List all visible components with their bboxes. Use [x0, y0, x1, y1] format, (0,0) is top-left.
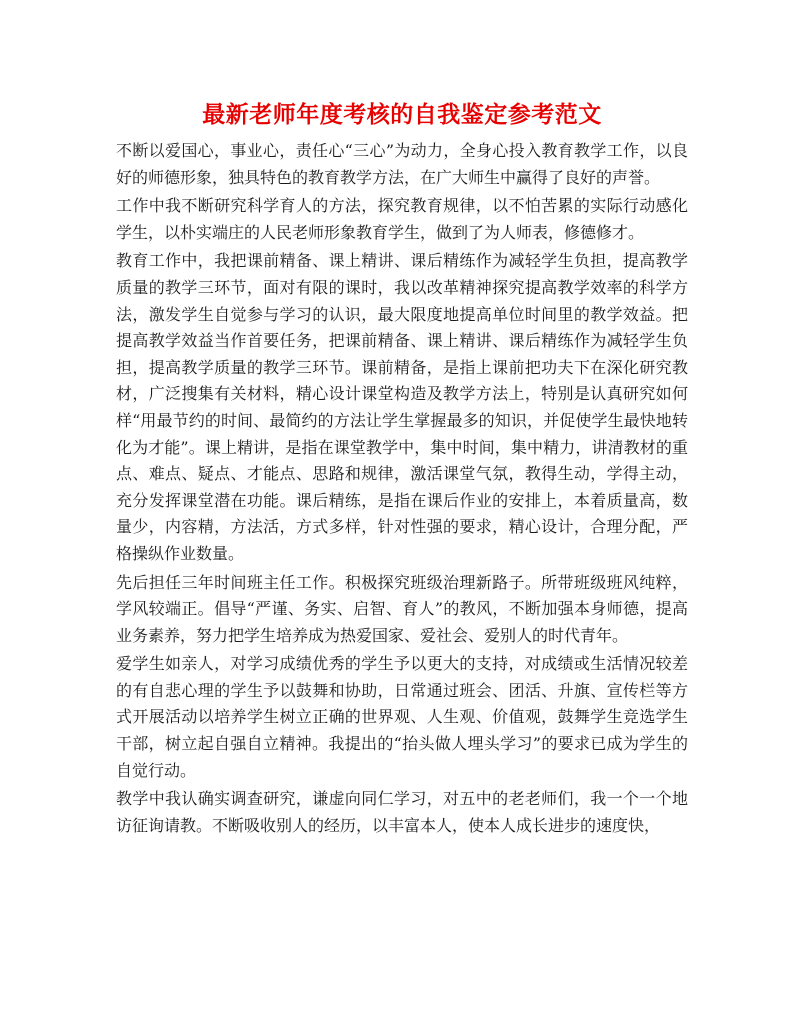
paragraph-1: 不断以爱国心，事业心，责任心“三心”为动力，全身心投入教育教学工作，以良好的师德形象，独具特色的教育教学方法，在广大师生中赢得了良好的声誉。: [116, 141, 688, 187]
document-page: [116, 98, 688, 839]
paragraph-6: 教学中我认确实调查研究，谦虚向同仁学习，对五中的老老师们，我一个一个地访征询请教。不断吸收别人的经历，以丰富本人，使本人成长进步的速度快，: [116, 789, 688, 835]
document-title: 最新老师年度考核的自我鉴定参考范文: [202, 101, 602, 128]
paragraph-5: 爱学生如亲人，对学习成绩优秀的学生予以更大的支持，对成绩或生活情况较差的有自悲心理的学生予以鼓舞和协助，日常通过班会、团活、升旗、宣传栏等方式开展活动以培养学生树立正确的世界观、人生观、价值观，鼓舞学生竞选学生干部，树立起自强自立精神。我提出的“抬头做人埋头学习”的要求已成为学生的自觉行动。: [116, 654, 688, 780]
paragraph-2: 工作中我不断研究科学育人的方法，探究教育规律，以不怕苦累的实际行动感化学生，以朴实端庄的人民老师形象教育学生，做到了为人师表，修德修才。: [116, 196, 688, 242]
paragraph-4: 先后担任三年时间班主任工作。积极探究班级治理新路子。所带班级班风纯粹，学风较端正。倡导“严谨、务实、启智、育人”的教风，不断加强本身师德，提高业务素养，努力把学生培养成为热爱国家、爱社会、爱别人的时代青年。: [116, 572, 688, 645]
paragraph-3: 教育工作中，我把课前精备、课上精讲、课后精练作为减轻学生负担，提高教学质量的教学三环节，面对有限的课时，我以改革精神探究提高教学效率的科学方法，激发学生自觉参与学习的认识，最大限度地提高单位时间里的教学效益。把提高教学效益当作首要任务，把课前精备、课上精讲、课后精练作为减轻学生负担，提高教学质量的教学三环节。课前精备，是指上课前把功夫下在深化研究教材，广泛搜集有关材料，精心设计课堂构造及教学方法上，特别是认真研究如何样“用最节约的时间、最简约的方法让学生掌握最多的知识，并促使学生最快地转化为才能”。课上精讲，是指在课堂教学中，集中时间，集中精力，讲清教材的重点、难点、疑点、才能点、思路和规律，激活课堂气氛，教得生动，学得主动，充分发挥课堂潜在功能。课后精练，是指在课后作业的安排上，本着质量高，数量少，内容精，方法活，方式多样，针对性强的要求，精心设计，合理分配，严格操纵作业数量。: [116, 251, 688, 563]
